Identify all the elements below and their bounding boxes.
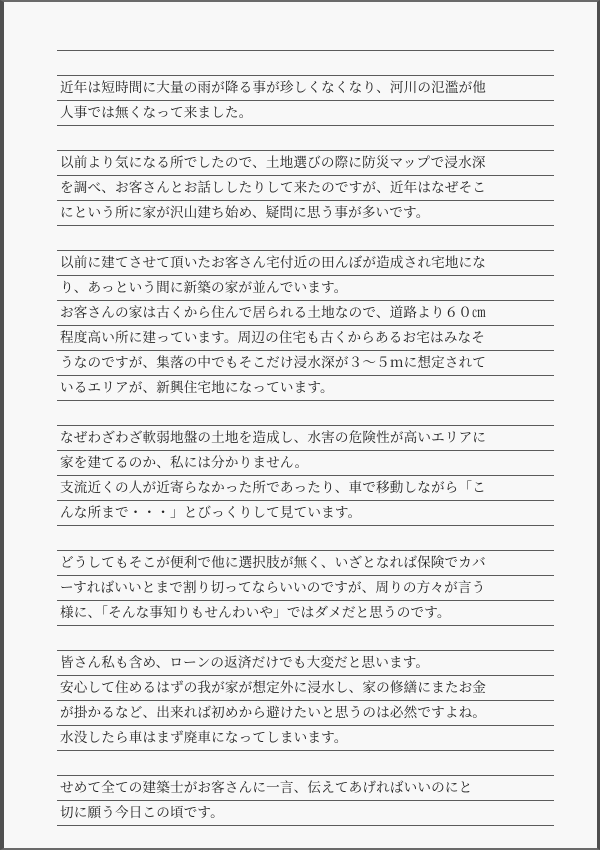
text-line: んな所まで・・・」とびっくりして見ています。 — [57, 500, 554, 525]
text-line: どうしてもそこが便利で他に選択肢が無く、いざとなれば保険でカバ — [57, 550, 554, 575]
text-line: せめて全ての建築士がお客さんに一言、伝えてあげればいいのにと — [57, 775, 554, 800]
ruled-line — [57, 225, 554, 250]
text-line: 以前に建てさせて頂いたお客さん宅付近の田んぼが造成され宅地にな — [57, 250, 554, 275]
text-line: お客さんの家は古くから住んで居られる土地なので、道路より６０㎝ — [57, 300, 554, 325]
text-line: いるエリアが、新興住宅地になっています。 — [57, 375, 554, 400]
text-line: 安心して住めるはずの我が家が想定外に浸水し、家の修繕にまたお金 — [57, 675, 554, 700]
text-line: なぜわざわざ軟弱地盤の土地を造成し、水害の危険性が高いエリアに — [57, 425, 554, 450]
text-line: 近年は短時間に大量の雨が降る事が珍しくなくなり、河川の氾濫が他 — [57, 75, 554, 100]
text-line: 水没したら車はまず廃車になってしまいます。 — [57, 725, 554, 750]
bottom-rule — [57, 825, 554, 826]
text-line: が掛かるなど、出来れば初めから避けたいと思うのは必然ですよね。 — [57, 700, 554, 725]
ruled-line — [57, 625, 554, 650]
ruled-line — [57, 125, 554, 150]
text-line: 皆さん私も含め、ローンの返済だけでも大変だと思います。 — [57, 650, 554, 675]
text-line: ーすればいいとまで割り切ってならいいのですが、周りの方々が言う — [57, 575, 554, 600]
ruled-line — [57, 50, 554, 75]
text-line: 以前より気になる所でしたので、土地選びの際に防災マップで浸水深 — [57, 150, 554, 175]
text-line: 切に願う今日この頃です。 — [57, 800, 554, 825]
ruled-line — [57, 525, 554, 550]
ruled-line — [57, 400, 554, 425]
text-line: 程度高い所に建っています。周辺の住宅も古くからあるお宅はみなそ — [57, 325, 554, 350]
ruled-line — [57, 750, 554, 775]
text-line: 家を建てるのか、私には分かりません。 — [57, 450, 554, 475]
ruled-text-area — [57, 50, 554, 826]
text-line: 人事では無くなって来ました。 — [57, 100, 554, 125]
text-line: を調べ、お客さんとお話ししたりして来たのですが、近年はなぜそこ — [57, 175, 554, 200]
text-line: うなのですが、集落の中でもそこだけ浸水深が３～５ｍに想定されて — [57, 350, 554, 375]
text-line: 支流近くの人が近寄らなかった所であったり、車で移動しながら「こ — [57, 475, 554, 500]
text-line: り、あっという間に新築の家が並んでいます。 — [57, 275, 554, 300]
text-line: 様に、「そんな事知りもせんわいや」ではダメだと思うのです。 — [57, 600, 554, 625]
text-line: にという所に家が沢山建ち始め、疑問に思う事が多いです。 — [57, 200, 554, 225]
